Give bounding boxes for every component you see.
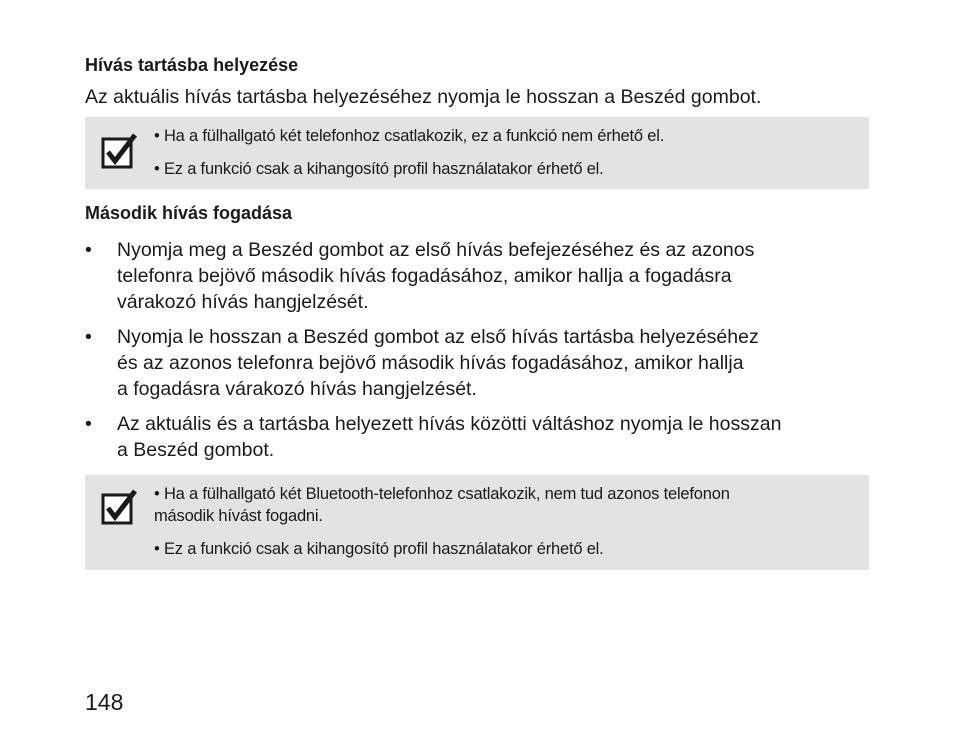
page-number: 148 [85,689,124,715]
bullet-marker: • [85,326,92,348]
list-line: Nyomja le hosszan a Beszéd gombot az első hívás tartásba helyezéséhez [117,326,759,348]
list-item [85,237,865,315]
note-line: • Ez a funkció csak a kihangosító profil használatakor érhető el. [154,540,604,558]
list-line: Nyomja meg a Beszéd gombot az első hívás befejezéséhez és az azonos [117,239,755,261]
list-line: várakozó hívás hangjelzését. [117,291,369,313]
checkbox-check-icon [101,133,137,169]
note-item [154,538,854,560]
note-box-1 [85,117,869,189]
note-line: • Ha a fülhallgató két Bluetooth-telefonhoz csatlakozik, nem tud azonos telefonon [154,485,730,503]
list-line: a Beszéd gombot. [117,439,275,461]
list-line: Az aktuális és a tartásba helyezett hívás közötti váltáshoz nyomja le hosszan [117,413,782,435]
note-item: • Ha a fülhallgató két telefonhoz csatlakozik, ez a funkció nem érhető el. [154,127,665,145]
bullet-list [85,237,865,463]
bullet-marker: • [85,239,92,261]
note-item: • Ez a funkció csak a kihangosító profil használatakor érhető el. [154,160,604,178]
list-line: telefonra bejövő második hívás fogadásához, amikor hallja a fogadásra [117,265,732,287]
list-item [85,411,865,463]
list-line: a fogadásra várakozó hívás hangjelzését. [117,378,477,400]
note-item [154,483,854,527]
section-title-hold: Hívás tartásba helyezése [85,55,299,75]
list-line: és az azonos telefonra bejövő második hívás fogadásához, amikor hallja [117,352,744,374]
note-line: második hívást fogadni. [154,507,323,525]
checkbox-check-icon [101,489,137,525]
bullet-marker: • [85,413,92,435]
note-box-2 [85,475,869,570]
section-title-second-call: Második hívás fogadása [85,203,293,223]
section-text-hold: Az aktuális hívás tartásba helyezéséhez nyomja le hosszan a Beszéd gombot. [85,86,762,108]
list-item [85,324,865,402]
